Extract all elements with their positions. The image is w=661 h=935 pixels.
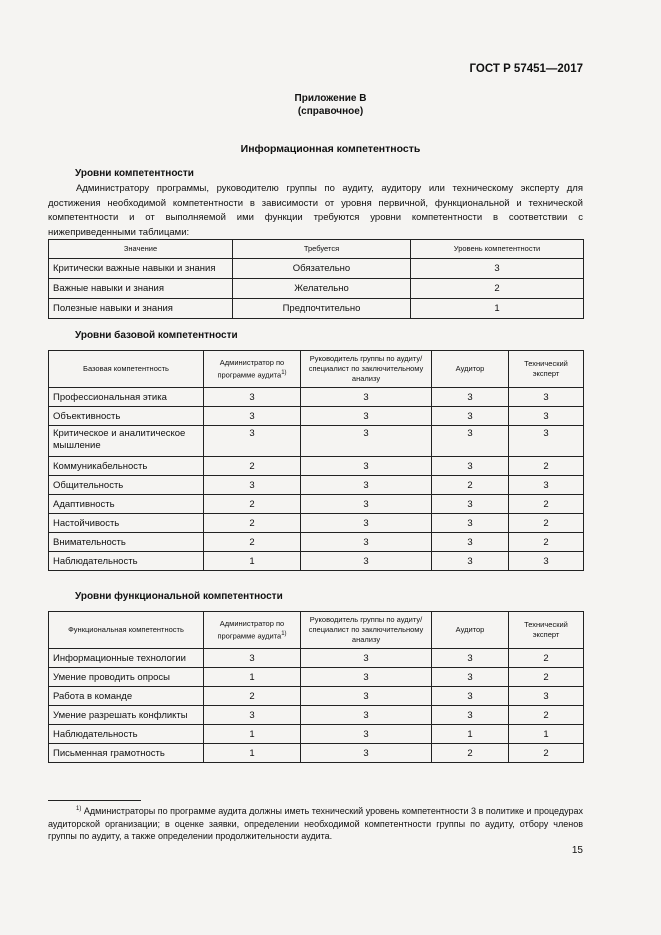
table-cell: Коммуникабельность [49, 457, 204, 476]
table-cell: 3 [301, 476, 432, 495]
table-cell: Наблюдательность [49, 552, 204, 571]
table-cell: Внимательность [49, 533, 204, 552]
table-cell: 3 [301, 552, 432, 571]
table-row [49, 279, 584, 299]
table-cell: 2 [509, 495, 584, 514]
table-cell: Письменная грамотность [49, 744, 204, 763]
page-number: 15 [571, 845, 583, 856]
table-cell: Информационные технологии [49, 649, 204, 668]
subheading-basic: Уровни базовой компетентности [75, 330, 238, 341]
table-cell: 3 [301, 744, 432, 763]
column-header: Значение [49, 240, 233, 259]
table-row [49, 668, 584, 687]
table-cell: 2 [432, 476, 509, 495]
table-cell: 3 [204, 388, 301, 407]
table-header-row [49, 612, 584, 649]
table-cell: 3 [432, 495, 509, 514]
table-cell: 2 [509, 744, 584, 763]
column-header: Уровень компетентности [411, 240, 584, 259]
table-cell: 3 [432, 668, 509, 687]
column-header [204, 612, 301, 649]
table-row [49, 476, 584, 495]
section-heading: Информационная компетентность [240, 143, 421, 155]
table-row [49, 514, 584, 533]
column-header: Требуется [233, 240, 411, 259]
table-cell: 3 [301, 649, 432, 668]
footnote-mark: 1) [281, 369, 287, 376]
basic-competence-table [48, 350, 584, 571]
table-cell: 1 [204, 744, 301, 763]
column-header: Базовая компетентность [49, 351, 204, 388]
table-cell: 3 [301, 725, 432, 744]
table-cell: 3 [301, 706, 432, 725]
table-cell: 2 [432, 744, 509, 763]
table-cell: 3 [432, 533, 509, 552]
table-cell: 3 [432, 552, 509, 571]
table-cell: 3 [509, 388, 584, 407]
table-cell: 2 [204, 533, 301, 552]
table-cell: Общительность [49, 476, 204, 495]
column-header: Аудитор [432, 351, 509, 388]
table-cell: 3 [204, 426, 301, 457]
table-cell: Настойчивость [49, 514, 204, 533]
table-cell: 3 [432, 649, 509, 668]
column-header: Руководитель группы по аудиту/специалист по заключительному анализу [301, 351, 432, 388]
table-cell: 3 [509, 426, 584, 457]
table-cell: 1 [432, 725, 509, 744]
table-cell: Адаптивность [49, 495, 204, 514]
column-header: Руководитель группы по аудиту/специалист по заключительному анализу [301, 612, 432, 649]
table-cell: 3 [301, 514, 432, 533]
column-header: Технический эксперт [509, 612, 584, 649]
column-header: Функциональная компетентность [49, 612, 204, 649]
column-header [204, 351, 301, 388]
table-cell: 3 [301, 687, 432, 706]
table-cell: 1 [204, 725, 301, 744]
table-cell: 2 [204, 514, 301, 533]
table-cell: 3 [509, 552, 584, 571]
table-cell: 3 [301, 495, 432, 514]
table-cell: 2 [204, 687, 301, 706]
table-cell: Наблюдательность [49, 725, 204, 744]
table-cell: 3 [432, 687, 509, 706]
table-cell: 3 [204, 407, 301, 426]
table-row [49, 687, 584, 706]
column-header: Аудитор [432, 612, 509, 649]
table-row [49, 259, 584, 279]
table-cell: 3 [301, 668, 432, 687]
footnote-divider [48, 800, 141, 801]
standard-number: ГОСТ Р 57451—2017 [469, 63, 583, 75]
table-cell: Критически важные навыки и знания [49, 259, 233, 279]
table-header-row [49, 351, 584, 388]
column-header: Технический эксперт [509, 351, 584, 388]
column-header-text: Администратор по программе аудита [217, 357, 285, 380]
table-cell: 1 [204, 552, 301, 571]
table-cell: Объективность [49, 407, 204, 426]
table-cell: Обязательно [233, 259, 411, 279]
table-cell: 3 [204, 706, 301, 725]
table-cell: 3 [432, 388, 509, 407]
table-cell: Умение разрешать конфликты [49, 706, 204, 725]
table-row [49, 457, 584, 476]
table-cell: Желательно [233, 279, 411, 299]
intro-paragraph: Администратору программы, руководителю группы по аудиту, аудитору или техническому эксперту для достижения необходимой компетентности в зависимости от уровня первичной, функциональной и технической компетентности и от выполняемой ими функции требуются уровни компетентности в соответствии с нижеприведенными таблицами: [48, 183, 583, 238]
table-cell: 2 [204, 457, 301, 476]
table-cell: 3 [509, 687, 584, 706]
table-cell: 2 [411, 279, 584, 299]
table-cell: 3 [432, 457, 509, 476]
footnote-mark: 1) [76, 806, 82, 812]
footnote-text: Администраторы по программе аудита должны иметь технический уровень компетентности 3 в политике и процедурах аудиторской организации; в оценке заявки, определении необходимой компетентности группы по аудиту, отбору членов группы по аудиту, а также определении продолжительности аудита. [48, 806, 583, 841]
column-header-text: Администратор по программе аудита [217, 618, 285, 641]
table-cell: 2 [204, 495, 301, 514]
table-cell: 2 [509, 649, 584, 668]
table-cell: 1 [204, 668, 301, 687]
table-row [49, 706, 584, 725]
table-row [49, 744, 584, 763]
table-cell: 3 [204, 649, 301, 668]
table-cell: Полезные навыки и знания [49, 299, 233, 319]
table-row [49, 649, 584, 668]
table-cell: 2 [509, 514, 584, 533]
table-row [49, 407, 584, 426]
table-cell: 3 [432, 426, 509, 457]
table-cell: 2 [509, 533, 584, 552]
table-cell: 3 [301, 457, 432, 476]
functional-competence-table [48, 611, 584, 763]
subheading-functional: Уровни функциональной компетентности [75, 591, 283, 602]
annex-subtitle: (справочное) [297, 106, 364, 117]
table-row [49, 426, 584, 457]
table-cell: 2 [509, 706, 584, 725]
table-cell: 2 [509, 668, 584, 687]
table-cell: Критическое и аналитическое мышление [49, 426, 204, 457]
table-row [49, 533, 584, 552]
table-cell: 3 [432, 706, 509, 725]
table-cell: 1 [509, 725, 584, 744]
table-row [49, 388, 584, 407]
table-cell: 3 [432, 514, 509, 533]
table-cell: 3 [204, 476, 301, 495]
footnote-mark: 1) [281, 630, 287, 637]
table-cell: Профессиональная этика [49, 388, 204, 407]
table-row [49, 495, 584, 514]
table-row [49, 299, 584, 319]
table-header-row [49, 240, 584, 259]
table-cell: 3 [301, 407, 432, 426]
table-cell: 3 [301, 533, 432, 552]
subheading-levels: Уровни компетентности [75, 168, 194, 179]
table-cell: 3 [301, 426, 432, 457]
table-cell: Умение проводить опросы [49, 668, 204, 687]
table-cell: Важные навыки и знания [49, 279, 233, 299]
table-cell: 2 [509, 457, 584, 476]
levels-table [48, 239, 584, 319]
table-cell: 3 [301, 388, 432, 407]
table-cell: 3 [432, 407, 509, 426]
table-cell: 3 [509, 407, 584, 426]
table-cell: 3 [411, 259, 584, 279]
table-row [49, 552, 584, 571]
table-row [49, 725, 584, 744]
table-cell: Работа в команде [49, 687, 204, 706]
table-cell: 1 [411, 299, 584, 319]
annex-title: Приложение В [294, 93, 367, 104]
table-cell: 3 [509, 476, 584, 495]
table-cell: Предпочтительно [233, 299, 411, 319]
footnote [48, 803, 583, 843]
